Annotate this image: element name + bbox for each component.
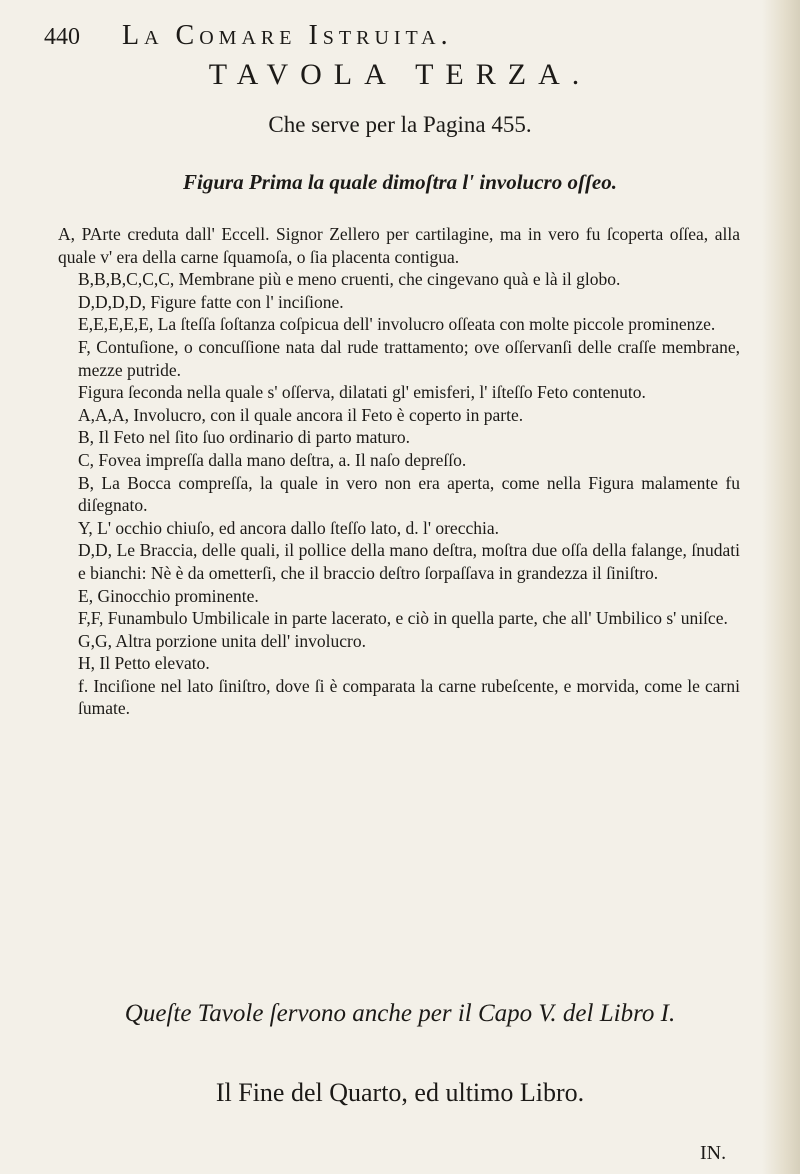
paragraph: F, Contuſione, o concuſſione nata dal rude trattamento; ove oſſervanſi delle craſſe membrane, mezze putride.	[78, 336, 740, 380]
paragraph: E,E,E,E,E, La ſteſſa ſoſtanza coſpicua dell' involucro oſſeata con molte piccole prominenze.	[78, 314, 716, 335]
paragraph: A, PArte creduta dall' Eccell. Signor Zellero per cartilagine, ma in vero fu ſcoperta oſſea, alla quale v' era della carne ſquamoſa, o ſia placenta contigua.	[58, 224, 740, 267]
figure-heading: Figura Prima la quale dimoſtra l' involucro oſſeo.	[182, 170, 618, 194]
paragraph: F,F, Funambulo Umbilicale in parte lacerato, e ciò in quella parte, che all' Umbilico s' uniſce.	[78, 608, 728, 629]
paragraph: D,D,D,D, Figure fatte con l' inciſione.	[78, 291, 344, 312]
paragraph: Figura ſeconda nella quale s' oſſerva, dilatati gl' emisferi, l' iſteſſo Feto contenuto.	[78, 382, 646, 403]
paragraph: G,G, Altra porzione unita dell' involucro.	[78, 630, 366, 651]
page-header	[44, 20, 764, 54]
paragraph: B, Il Feto nel ſito ſuo ordinario di parto maturo.	[78, 427, 410, 448]
paragraph: A,A,A, Involucro, con il quale ancora il Feto è coperto in parte.	[78, 404, 524, 425]
paragraph: H, Il Petto elevato.	[78, 653, 210, 674]
body-text	[58, 223, 740, 720]
paragraph: E, Ginocchio prominente.	[78, 585, 259, 606]
paragraph: B, La Bocca compreſſa, la quale in vero non era aperta, come nella Figura malamente fu diſegnato.	[78, 472, 740, 516]
running-head: La Comare Istruita.	[122, 20, 453, 51]
closing-note: Queſte Tavole ſervono anche per il Capo V. del Libro I.	[124, 1000, 676, 1027]
paragraph: C, Fovea impreſſa dalla mano deſtra, a. Il naſo depreſſo.	[78, 449, 467, 470]
catchword: IN.	[700, 1142, 727, 1164]
paragraph: B,B,B,C,C,C, Membrane più e meno cruenti, che cingevano quà e là il globo.	[78, 269, 621, 290]
page-number: 440	[44, 24, 80, 50]
paragraph: f. Inciſione nel lato ſiniſtro, dove ſi è comparata la carne rubeſcente, e morvida, come le carni ſumate.	[78, 675, 740, 719]
colophon: Il Fine del Quarto, ed ultimo Libro.	[215, 1078, 585, 1107]
plate-subtitle: Che serve per la Pagina 455.	[268, 112, 532, 137]
paragraph: D,D, Le Braccia, delle quali, il pollice della mano deſtra, moſtra due oſſa della falange, ſnudati e bianchi: Nè è da ometterſi, che il braccio deſtro ſorpaſſava in grandezza il ſiniſtro.	[78, 540, 740, 583]
paragraph: Y, L' occhio chiuſo, ed ancora dallo ſteſſo lato, d. l' orecchia.	[78, 517, 499, 538]
plate-title: TAVOLA TERZA.	[208, 58, 592, 91]
